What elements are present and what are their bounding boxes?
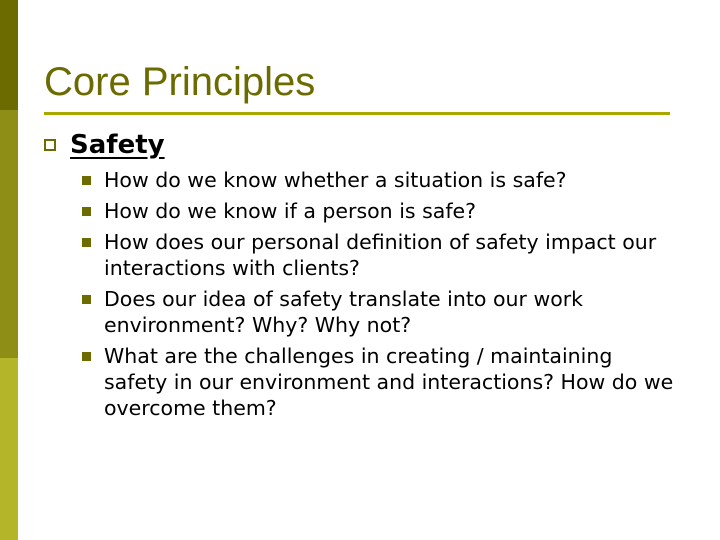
list-item-text: What are the challenges in creating / maintaining safety in our environment and interactions? How do we overcome them? bbox=[104, 344, 674, 420]
side-bar-top bbox=[0, 0, 18, 110]
list-item bbox=[82, 286, 682, 338]
title-divider bbox=[44, 112, 670, 115]
list-item-text: How do we know whether a situation is safe? bbox=[104, 168, 567, 192]
side-bar-bottom bbox=[0, 358, 18, 540]
square-bullet-icon bbox=[82, 238, 91, 247]
question-list bbox=[82, 167, 682, 426]
list-item-text: Does our idea of safety translate into our work environment? Why? Why not? bbox=[104, 287, 584, 337]
section-heading-label: Safety bbox=[70, 130, 165, 160]
list-item-text: How does our personal definition of safety impact our interactions with clients? bbox=[104, 230, 657, 280]
list-item-text: How do we know if a person is safe? bbox=[104, 199, 477, 223]
list-item bbox=[82, 167, 682, 193]
list-item bbox=[82, 343, 682, 421]
square-bullet-icon bbox=[82, 176, 91, 185]
square-bullet-icon bbox=[82, 352, 91, 361]
hollow-square-bullet-icon bbox=[44, 139, 56, 151]
list-item bbox=[82, 229, 682, 281]
slide-title: Core Principles bbox=[44, 60, 316, 104]
list-item bbox=[82, 198, 682, 224]
section-heading bbox=[44, 128, 165, 162]
square-bullet-icon bbox=[82, 295, 91, 304]
square-bullet-icon bbox=[82, 207, 91, 216]
side-bar-middle bbox=[0, 110, 18, 358]
